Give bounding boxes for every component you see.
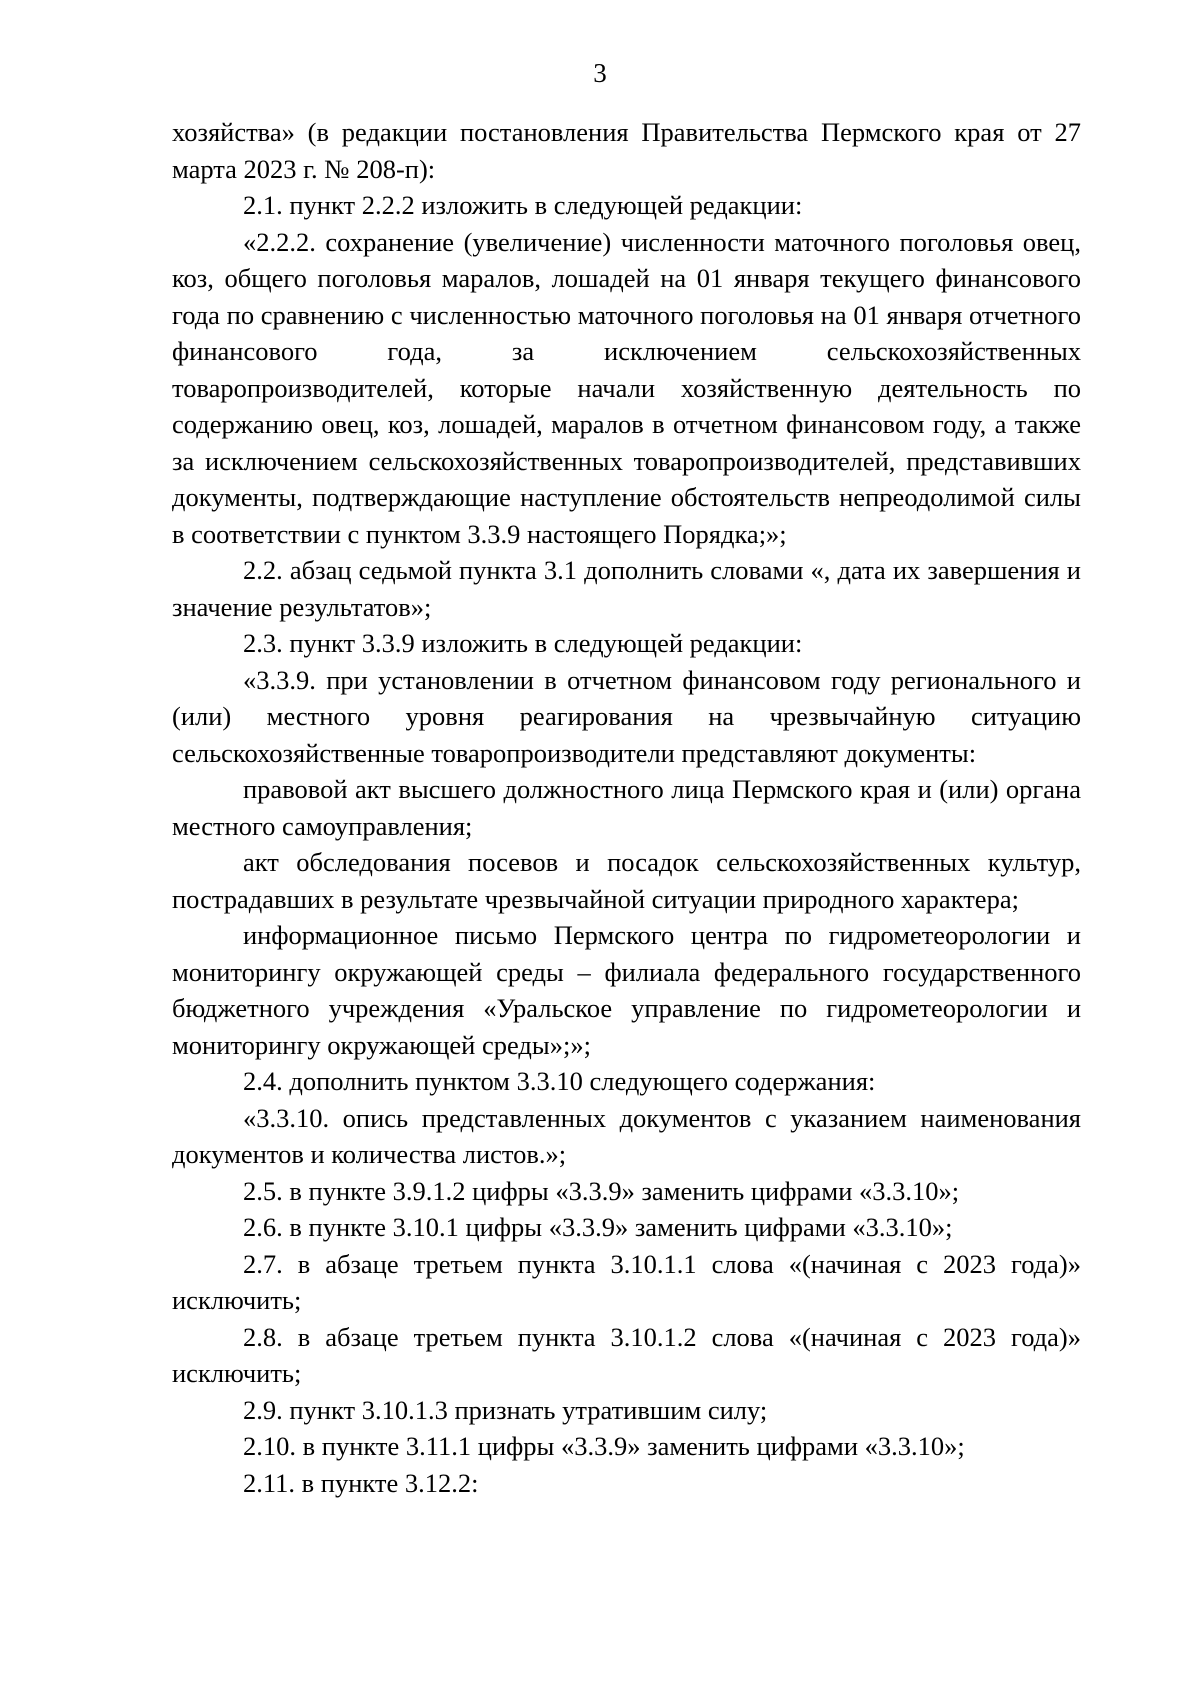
paragraph: «3.3.9. при установлении в отчетном финансовом году регионального и (или) местного уровня реагирования на чрезвычайную ситуацию сельскохозяйственные товаропроизводители представляют документы:: [172, 664, 1081, 768]
paragraph: 2.1. пункт 2.2.2 изложить в следующей редакции:: [243, 190, 803, 220]
paragraph: 2.6. в пункте 3.10.1 цифры «3.3.9» заменить цифрами «3.3.10»;: [243, 1212, 953, 1242]
paragraph: 2.10. в пункте 3.11.1 цифры «3.3.9» заменить цифрами «3.3.10»;: [243, 1431, 965, 1461]
paragraph: акт обследования посевов и посадок сельскохозяйственных культур, пострадавших в результате чрезвычайной ситуации природного характера;: [172, 847, 1081, 914]
document-body: [172, 114, 1081, 1501]
paragraph: 2.7. в абзаце третьем пункта 3.10.1.1 слова «(начиная с 2023 года)» исключить;: [172, 1248, 1081, 1315]
paragraph: 2.5. в пункте 3.9.1.2 цифры «3.3.9» заменить цифрами «3.3.10»;: [243, 1175, 960, 1206]
paragraph: правовой акт высшего должностного лица Пермского края и (или) органа местного самоуправления;: [172, 774, 1081, 841]
paragraph: 2.11. в пункте 3.12.2:: [243, 1467, 479, 1498]
paragraph: 2.8. в абзаце третьем пункта 3.10.1.2 слова «(начиная с 2023 года)» исключить;: [172, 1321, 1081, 1388]
paragraph: 2.4. дополнить пунктом 3.3.10 следующего содержания:: [243, 1066, 876, 1096]
paragraph: 2.3. пункт 3.3.9 изложить в следующей редакции:: [243, 628, 803, 658]
page-number: 3: [593, 58, 607, 88]
paragraph: 2.9. пункт 3.10.1.3 признать утратившим силу;: [243, 1394, 768, 1425]
paragraph: информационное письмо Пермского центра по гидрометеорологии и мониторингу окружающей среды – филиала федерального государственного бюджетного учреждения «Уральское управление по гидрометеорологии и мониторингу окружающей среды»;»;: [172, 920, 1081, 1060]
paragraph: «2.2.2. сохранение (увеличение) численности маточного поголовья овец, коз, общего поголовья маралов, лошадей на 01 января текущего финансового года по сравнению с численностью маточного поголовья на 01 января отчетного финансового года, за исключением сельскохозяйственных товаропроизводителей, которые начали хозяйственную деятельность по содержанию овец, коз, лошадей, маралов в отчетном финансовом году, а также за исключением сельскохозяйственных товаропроизводителей, представивших документы, подтверждающие наступление обстоятельств непреодолимой силы в соответствии с пунктом 3.3.9 настоящего Порядка;»;: [172, 226, 1081, 549]
paragraph: «3.3.10. опись представленных документов с указанием наименования документов и количества листов.»;: [172, 1102, 1081, 1169]
paragraph: хозяйства» (в редакции постановления Правительства Пермского края от 27 марта 2023 г. № 208-п):: [172, 117, 1081, 184]
paragraph: 2.2. абзац седьмой пункта 3.1 дополнить словами «, дата их завершения и значение результатов»;: [172, 555, 1081, 622]
